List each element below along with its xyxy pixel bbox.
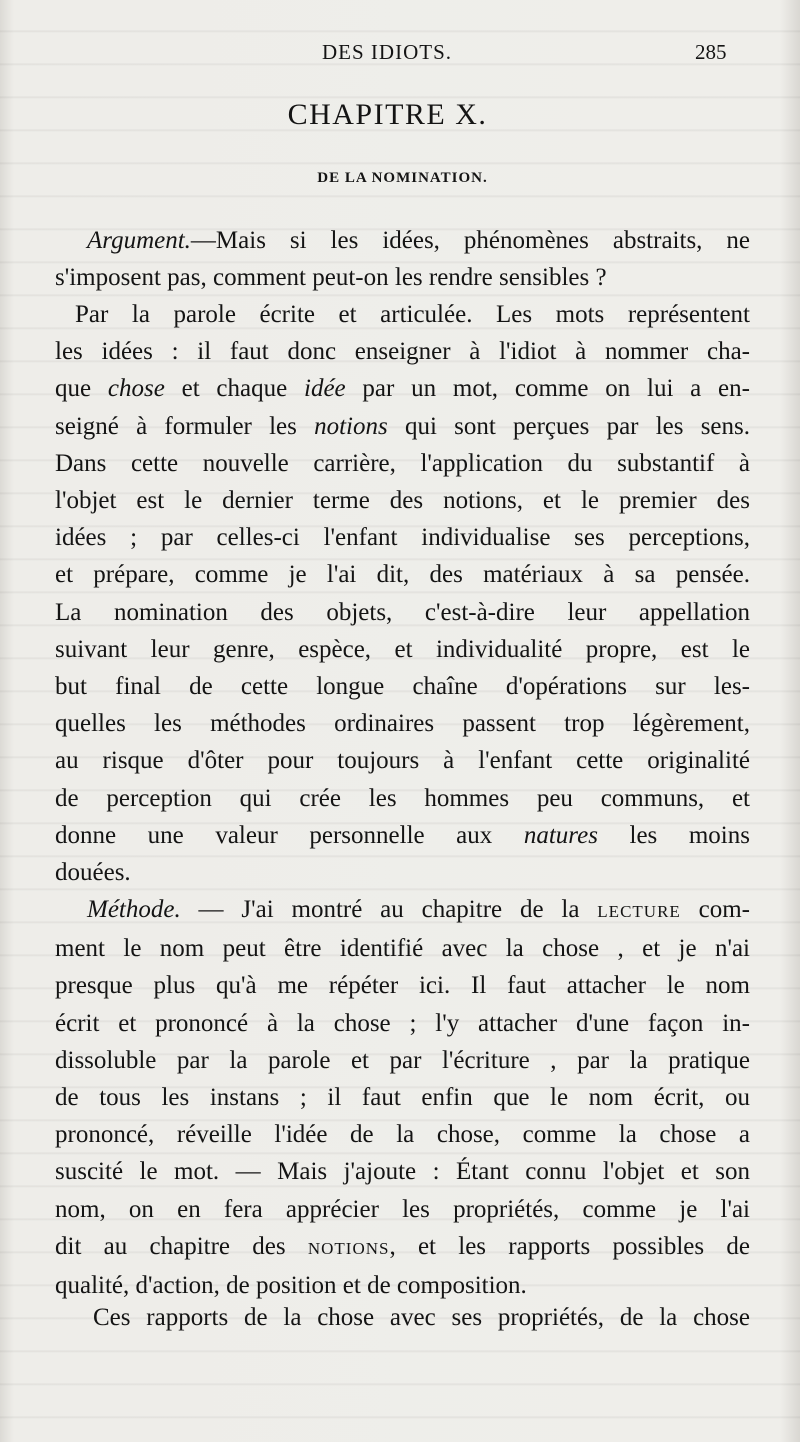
text-line [55,817,750,854]
text-line [55,891,750,930]
italic-word: notions [314,412,388,440]
text-span: — J'ai montré au chapitre de la [180,896,598,923]
text-span: dit au chapitre des [55,1232,308,1260]
text-line: Ces rapports de la chose avec ses propriétés, de la chose [93,1304,750,1331]
text-span: qui sont perçues par les sens. [387,412,751,440]
text-line: quelles les méthodes ordinaires passent trop légèrement, [55,710,750,738]
text-line: douées. [55,859,131,887]
text-line: ment le nom peut être identifié avec la chose , et je n'ai [55,935,750,963]
text-line: nom, on en fera apprécier les propriétés, comme je l'ai [55,1195,750,1223]
italic-word: idée [304,375,346,403]
text-line: suscité le mot. — Mais j'ajoute : Étant connu l'objet et son [55,1158,750,1186]
text-line: La nomination des objets, c'est-à-dire leur appellation [55,598,750,626]
text-line: prononcé, réveille l'idée de la chose, comme la chose a [55,1121,750,1149]
text-span: —Mais si les idées, phénomènes abstraits, ne [190,227,750,254]
text-line [55,222,750,259]
text-span: par un mot, comme on lui a en- [345,375,750,403]
paragraph-methode [55,891,750,1304]
text-line: Par la parole écrite et articulée. Les mots représentent [75,301,750,328]
text-span: et chaque [164,375,304,403]
text-line: Dans cette nouvelle carrière, l'application du substantif à [55,449,750,477]
text-line: but final de cette longue chaîne d'opérations sur les- [55,673,750,701]
chapter-title: CHAPITRE X. [287,98,488,131]
argument-lead: Argument. [87,227,191,254]
paragraph-response [55,296,750,891]
italic-word: natures [523,821,598,849]
paragraph-rapports [55,1299,750,1336]
text-line: presque plus qu'à me répéter ici. Il faut attacher le nom [55,972,750,1000]
text-span: seigné à formuler les [55,412,315,440]
text-span: donne une valeur personnelle aux [55,821,524,849]
small-caps-word: LECTURE [597,902,681,921]
running-head [0,40,800,70]
text-span: com- [680,896,751,923]
text-line [55,1228,750,1267]
page-number: 285 [695,40,727,64]
text-line: au risque d'ôter pour toujours à l'enfant cette originalité [55,747,750,775]
text-line: dissoluble par la parole et par l'écriture , par la pratique [55,1046,750,1074]
text-line: de perception qui crée les hommes peu communs, et [55,784,750,812]
text-line: qualité, d'action, de position et de composition. [55,1272,527,1300]
text-line: s'imposent pas, comment peut-on les rendre sensibles ? [55,264,607,292]
methode-lead: Méthode. [87,896,181,923]
text-line: l'objet est le dernier terme des notions, et le premier des [55,487,750,515]
running-title: DES IDIOTS. [322,40,452,64]
text-line [55,370,750,407]
text-span: , et les rapports possibles de [389,1232,750,1260]
text-line: et prépare, comme je l'ai dit, des matériaux à sa pensée. [55,561,750,589]
text-line: écrit et prononcé à la chose ; l'y attacher d'une façon in- [55,1009,750,1037]
section-title: DE LA NOMINATION. [317,170,488,186]
text-span: les moins [597,821,750,849]
small-caps-word: NOTIONS [307,1238,390,1258]
text-span: que [55,375,108,403]
text-line [55,408,750,445]
text-line: suivant leur genre, espèce, et individualité propre, est le [55,635,750,663]
paragraph-argument [55,222,750,296]
text-line: de tous les instans ; il faut enfin que le nom écrit, ou [55,1084,750,1112]
italic-word: chose [107,375,165,403]
text-line: les idées : il faut donc enseigner à l'idiot à nommer cha- [55,338,750,366]
text-line: idées ; par celles-ci l'enfant individualise ses perceptions, [55,524,750,552]
